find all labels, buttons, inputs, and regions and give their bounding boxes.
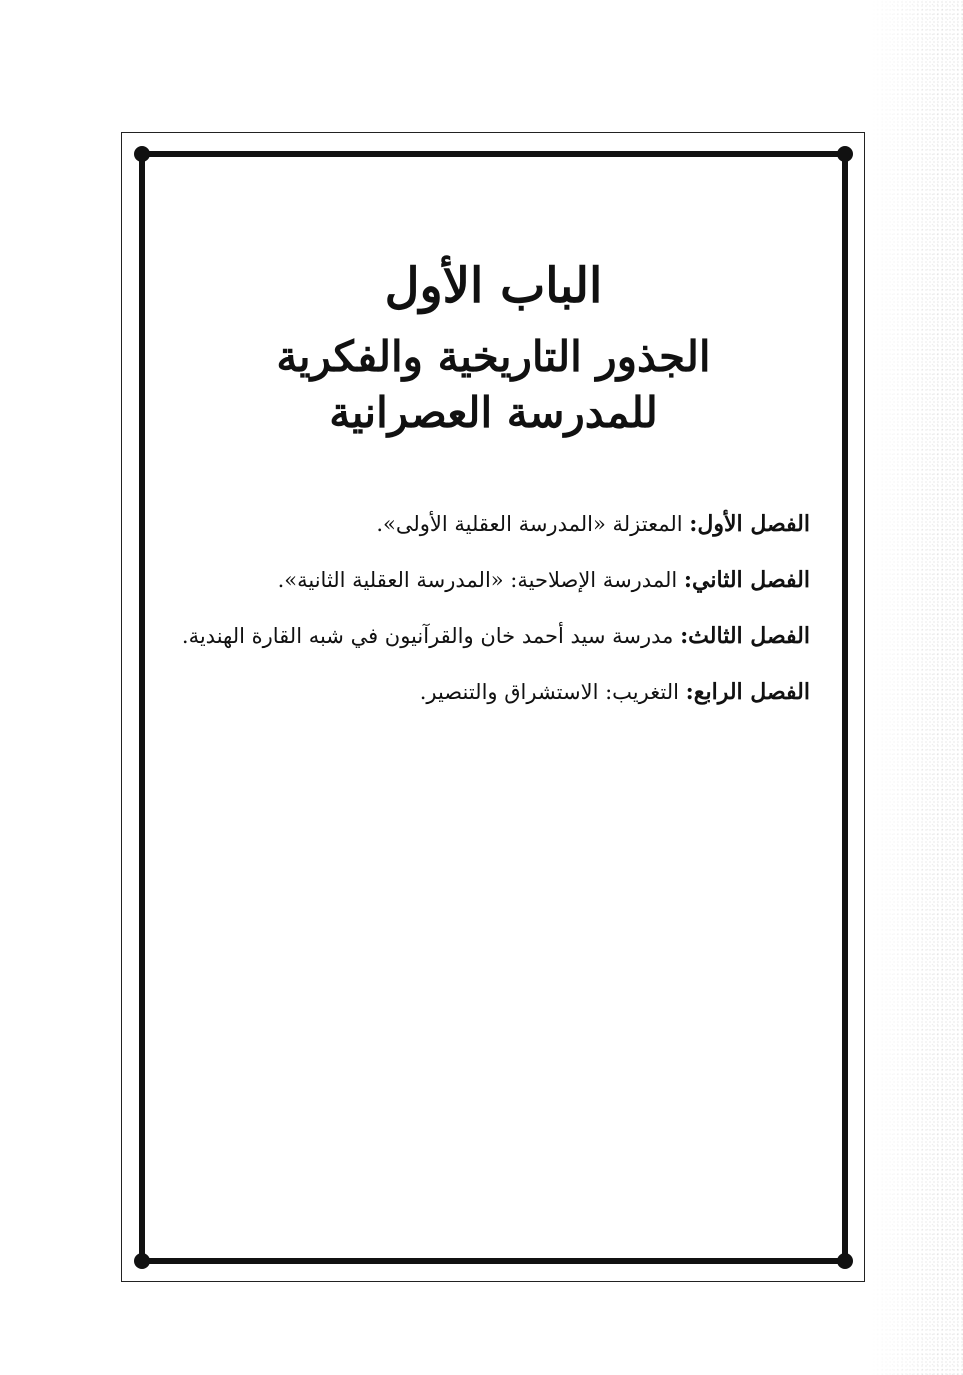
chapter-label: الفصل الثاني: (683, 567, 810, 593)
scan-edge-texture (868, 0, 963, 1375)
chapter-item (150, 563, 810, 619)
chapter-title: المدرسة الإصلاحية: «المدرسة العقلية الثانية». (277, 568, 678, 592)
part-subtitle-line2: للمدرسة العصرانية (329, 388, 658, 437)
corner-ornament (134, 146, 150, 162)
chapter-item (150, 619, 810, 675)
chapter-title: مدرسة سيد أحمد خان والقرآنيون في شبه القارة الهندية. (181, 624, 674, 648)
chapter-list (150, 507, 810, 731)
chapter-item (150, 675, 810, 731)
part-subtitle-line1: الجذور التاريخية والفكرية (276, 332, 711, 381)
part-title: الباب الأول (384, 258, 603, 314)
corner-ornament (134, 1253, 150, 1269)
corner-ornament (837, 1253, 853, 1269)
chapter-label: الفصل الثالث: (680, 623, 810, 649)
chapter-item (150, 507, 810, 563)
chapter-label: الفصل الأول: (689, 511, 810, 537)
chapter-title: التغريب: الاستشراق والتنصير. (419, 680, 679, 704)
corner-ornament (837, 146, 853, 162)
chapter-title: المعتزلة «المدرسة العقلية الأولى». (376, 512, 683, 536)
chapter-label: الفصل الرابع: (685, 679, 810, 705)
